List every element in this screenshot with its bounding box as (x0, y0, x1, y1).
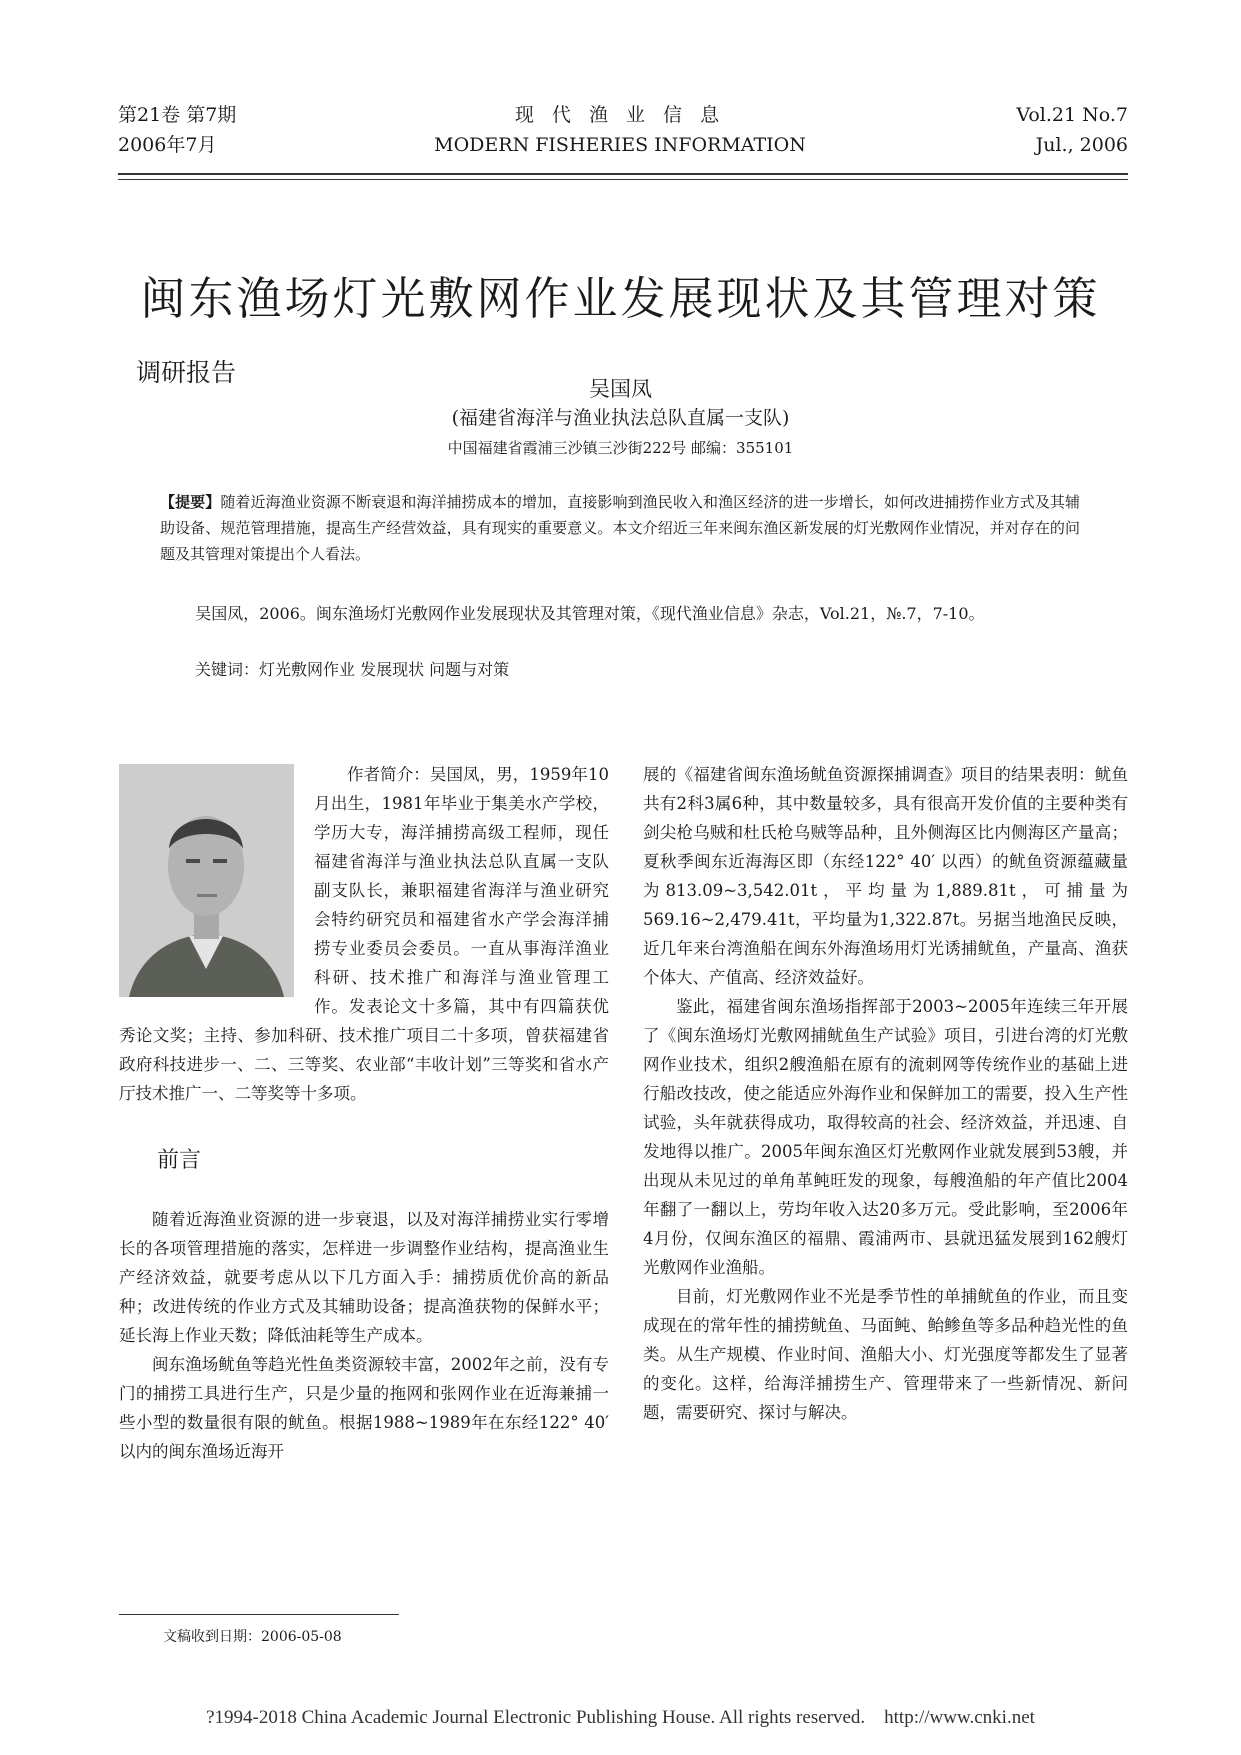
header-rule-thin (118, 179, 1128, 180)
header-volume-issue-en: Vol.21 No.7 (1016, 104, 1128, 126)
article-category: 调研报告 (136, 358, 237, 387)
header-date-cn: 2006年7月 (118, 134, 217, 156)
right-paragraph: 目前，灯光敷网作业不光是季节性的单捕鱿鱼的作业，而且变成现在的常年性的捕捞鱿鱼、马面鲀、鲐鲹鱼等多品种趋光性的鱼类。从生产规模、作业时间、渔船大小、灯光强度等都发生了显著的变化。这样，给海洋捕捞生产、管理带来了一些新情况、新问题，需要研究、探讨与解决。 (643, 1287, 1128, 1422)
abstract (160, 489, 1080, 567)
copyright-notice: ?1994-2018 China Academic Journal Electronic Publishing House. All rights reserved. http://www.cnki.net (206, 1707, 1035, 1728)
photo-float-spacer (119, 760, 314, 1003)
right-column (643, 760, 1128, 1427)
header-rule (118, 173, 1128, 175)
right-paragraph: 鉴此，福建省闽东渔场指挥部于2003~2005年连续三年开展了《闽东渔场灯光敷网捕鱿鱼生产试验》项目，引进台湾的灯光敷网作业技术，组织2艘渔船在原有的流刺网等传统作业的基础上进行船改技改，使之能适应外海作业和保鲜加工的需要，投入生产性试验，头年就获得成功，取得较高的社会、经济效益，并迅速、自发地得以推广。2005年闽东渔区灯光敷网作业就发展到53艘，并出现从未见过的单角革鲀旺发的现象，每艘渔船的年产值比2004年翻了一翻以上，劳均年收入达20多万元。受此影响，至2006年4月份，仅闽东渔区的福鼎、霞浦两市、县就迅猛发展到162艘灯光敷网作业渔船。 (643, 997, 1128, 1277)
author-bio (119, 760, 609, 1108)
section-heading-preface: 前言 (157, 1148, 202, 1173)
footnote-received-date: 文稿收到日期：2006-05-08 (163, 1629, 342, 1645)
keywords: 关键词：灯光敷网作业 发展现状 问题与对策 (195, 660, 510, 679)
header-date-en: Jul., 2006 (1035, 134, 1128, 156)
abstract-text: 随着近海渔业资源不断衰退和海洋捕捞成本的增加，直接影响到渔民收入和渔区经济的进一步增长，如何改进捕捞作业方式及其辅助设备、规范管理措施，提高生产经营效益，具有现实的重要意义。本文介绍近三年来闽东渔区新发展的灯光敷网作业情况，并对存在的问题及其管理对策提出个人看法。 (160, 493, 1080, 563)
footnote-rule (119, 1614, 399, 1615)
author-address: 中国福建省霞浦三沙镇三沙街222号 邮编：355101 (447, 439, 794, 457)
author-name: 吴国凤 (589, 377, 652, 401)
header-journal-cn: 现 代 渔 业 信 息 (514, 104, 726, 126)
right-paragraph: 展的《福建省闽东渔场鱿鱼资源探捕调查》项目的结果表明：鱿鱼共有2科3属6种，其中数量较多，具有很高开发价值的主要种类有剑尖枪乌贼和杜氏枪乌贼等品种，且外侧海区比内侧海区产量高；夏秋季闽东近海海区即（东经122° 40′ 以西）的鱿鱼资源蕴藏量为813.09~3,542.01t，平均量为1,889.81t，可捕量为569.16~2,479.41t，平均量为1,322.87t。另据当地渔民反映，近几年来台湾渔船在闽东外海渔场用灯光诱捕鱿鱼，产量高、渔获个体大、产值高、经济效益好。 (643, 765, 1128, 987)
author-bio-text: 作者简介：吴国凤，男，1959年10月出生，1981年毕业于集美水产学校，学历大专，海洋捕捞高级工程师，现任福建省海洋与渔业执法总队直属一支队副支队长，兼职福建省海洋与渔业研究会特约研究员和福建省水产学会海洋捕捞专业委员会委员。一直从事海洋渔业科研、技术推广和海洋与渔业管理工作。发表论文十多篇，其中有四篇获优秀论文奖；主持、参加科研、技术推广项目二十多项，曾获福建省政府科技进步一、二、三等奖、农业部“丰收计划”三等奖和省水产厅技术推广一、二等奖等十多项。 (119, 765, 609, 1103)
citation: 吴国凤，2006。闽东渔场灯光敷网作业发展现状及其管理对策，《现代渔业信息》杂志，Vol.21，№.7，7-10。 (195, 604, 985, 623)
left-paragraph: 随着近海渔业资源的进一步衰退，以及对海洋捕捞业实行零增长的各项管理措施的落实，怎样进一步调整作业结构，提高渔业生产经济效益，就要考虑从以下几方面入手：捕捞质优价高的新品种；改进传统的作业方式及其辅助设备；提高渔获物的保鲜水平；延长海上作业天数；降低油耗等生产成本。 (119, 1210, 609, 1345)
author-affiliation: (福建省海洋与渔业执法总队直属一支队) (451, 407, 790, 429)
abstract-label: 【提要】 (160, 493, 221, 511)
left-column (119, 760, 609, 1466)
article-title: 闽东渔场灯光敷网作业发展现状及其管理对策 (140, 272, 1101, 325)
left-paragraph: 闽东渔场鱿鱼等趋光性鱼类资源较丰富，2002年之前，没有专门的捕捞工具进行生产，只是少量的拖网和张网作业在近海兼捕一些小型的数量很有限的鱿鱼。根据1988~1989年在东经122° 40′ 以内的闽东渔场近海开 (119, 1355, 609, 1461)
header-journal-en: MODERN FISHERIES INFORMATION (434, 134, 806, 156)
header-volume-issue-cn: 第21卷 第7期 (118, 104, 237, 126)
